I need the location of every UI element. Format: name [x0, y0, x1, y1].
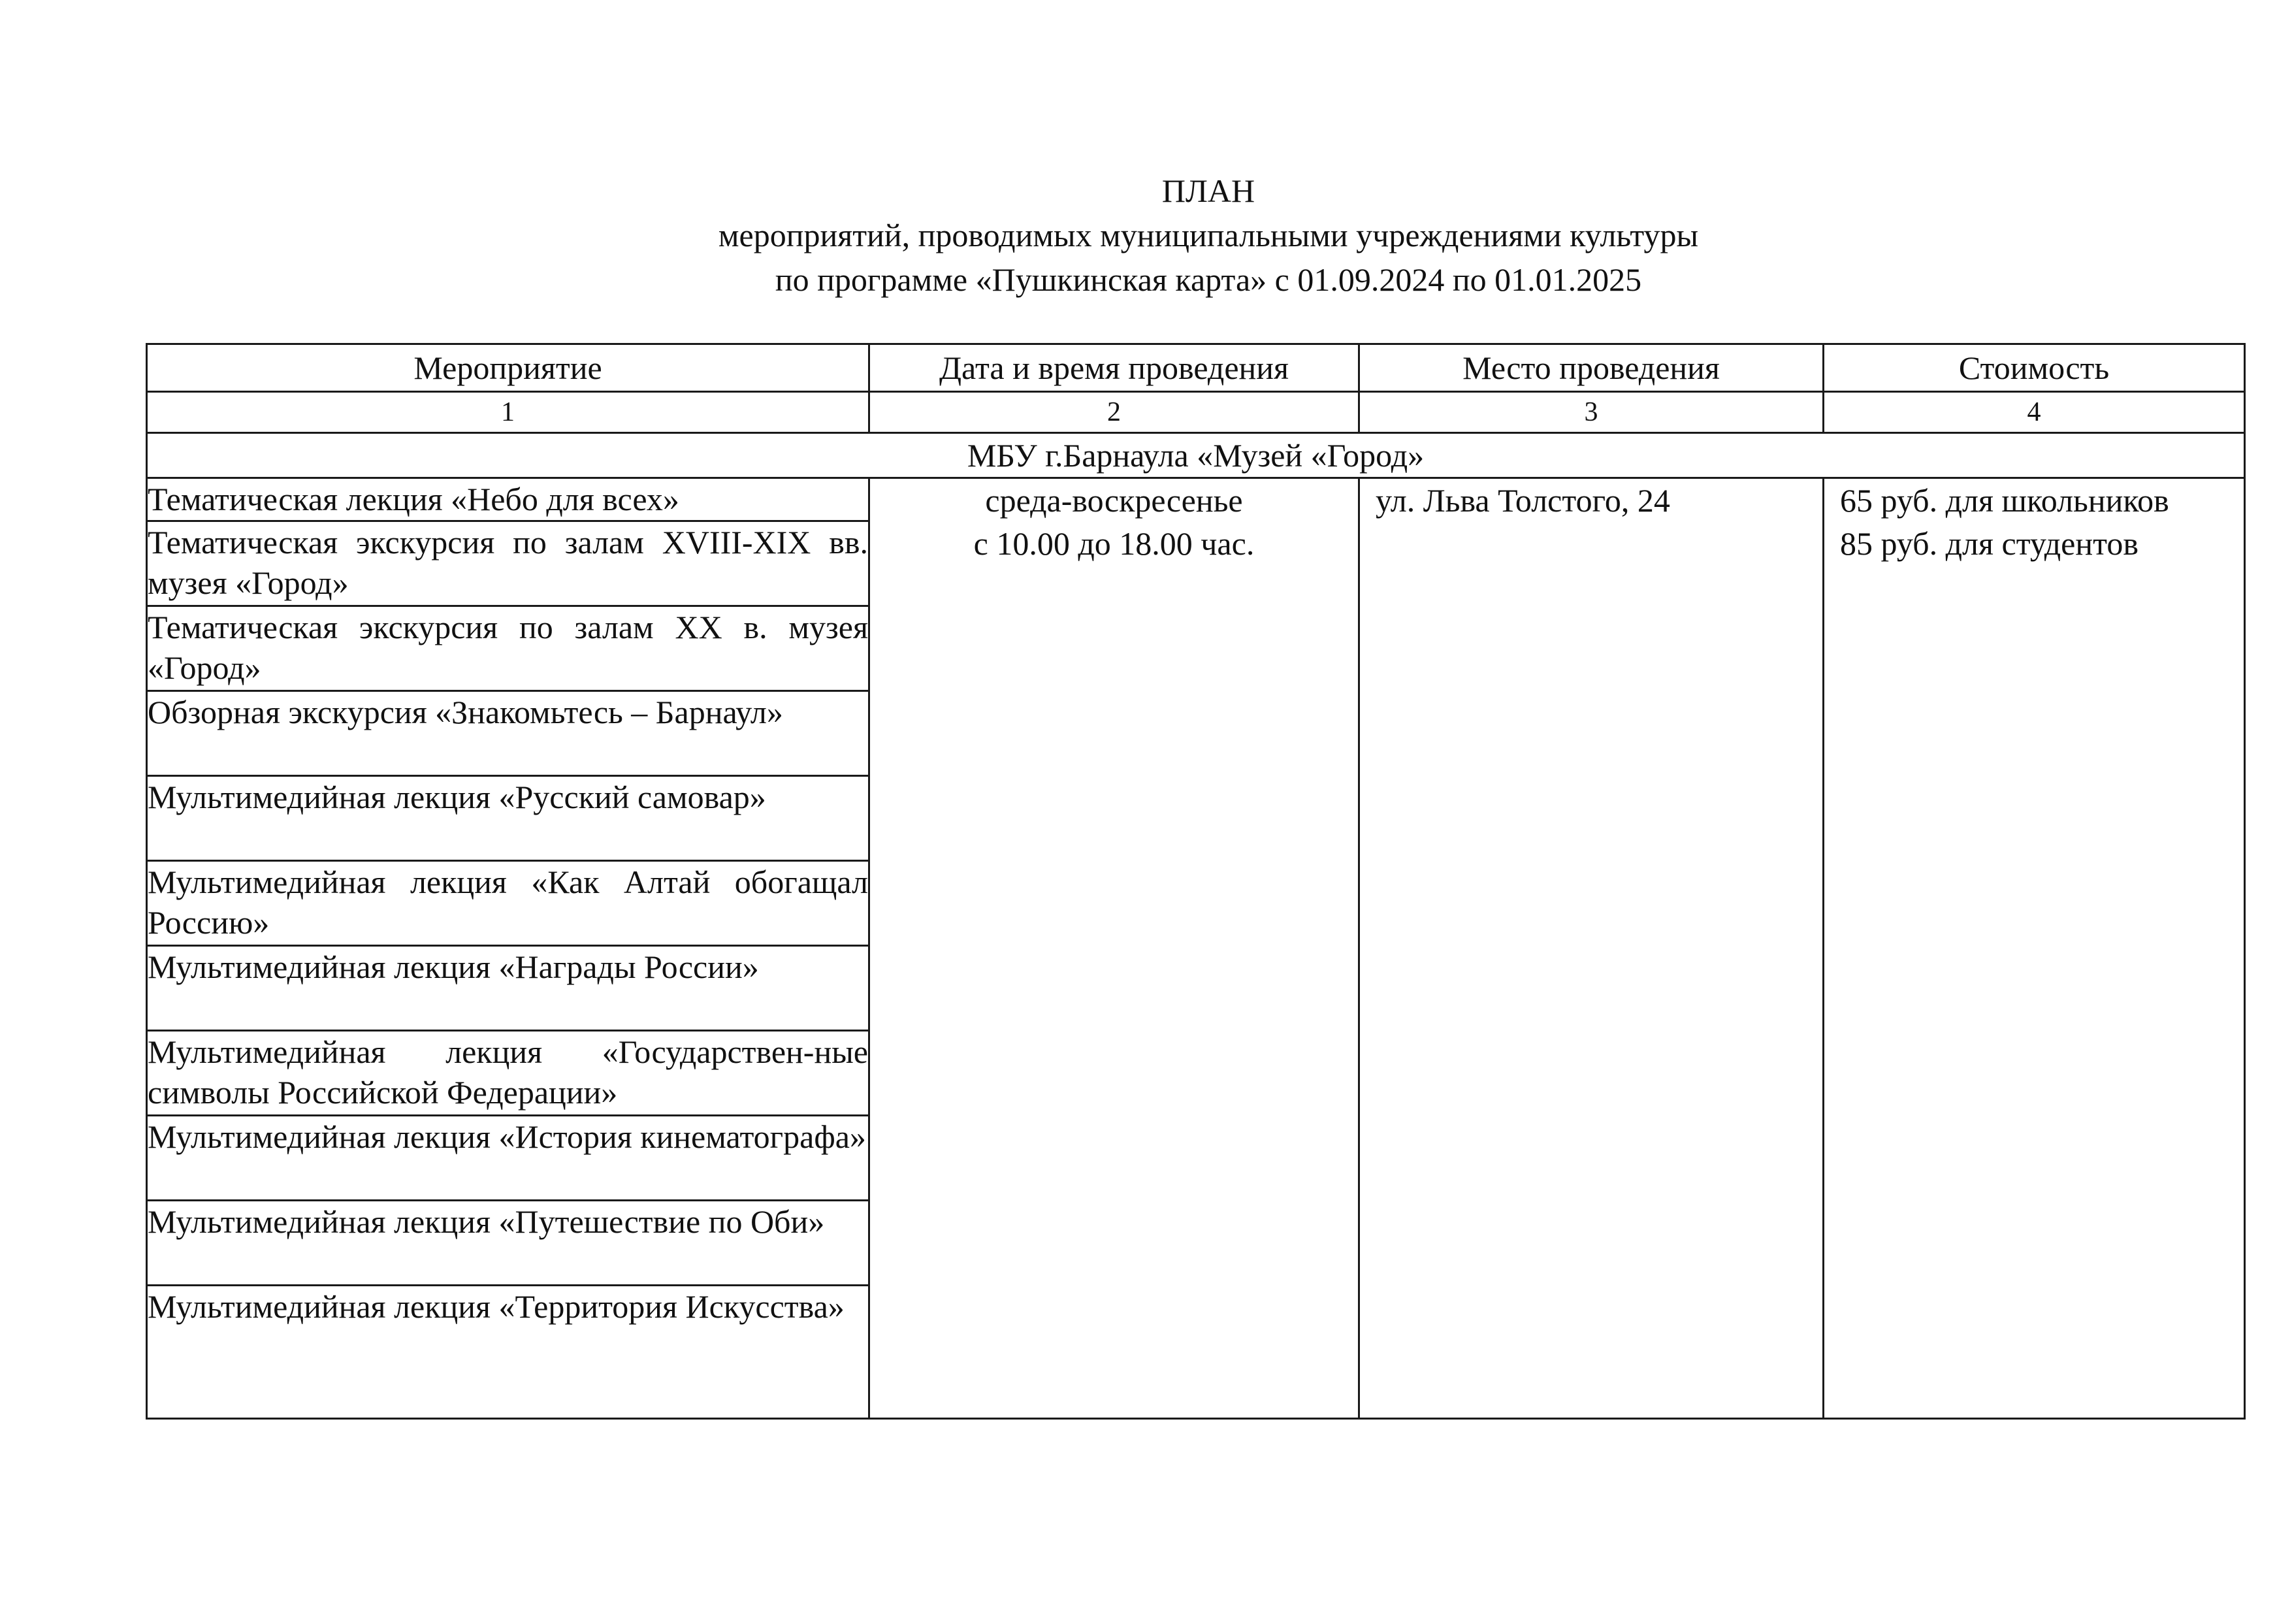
table-row	[147, 478, 2245, 521]
section-row	[147, 433, 2245, 478]
event-cell: Мультимедийная лекция «Русский самовар»	[147, 776, 869, 861]
document-heading	[0, 169, 2292, 302]
event-cell: Мультимедийная лекция «Государствен-ные символы Российской Федерации»	[147, 1031, 869, 1116]
date-hours: с 10.00 до 18.00 час.	[973, 525, 1255, 562]
event-cell: Мультимедийная лекция «Территория Искусства»	[147, 1286, 869, 1419]
column-header-cost: Стоимость	[1824, 344, 2245, 392]
column-number: 2	[869, 392, 1359, 433]
event-cell: Мультимедийная лекция «Награды России»	[147, 946, 869, 1031]
events-table	[146, 343, 2246, 1420]
event-cell: Тематическая экскурсия по залам XX в. музея «Город»	[147, 606, 869, 691]
date-cell	[869, 478, 1359, 1419]
document-subtitle-line-1: мероприятий, проводимых муниципальными учреждениями культуры	[718, 217, 1699, 253]
date-days: среда-воскресенье	[985, 482, 1243, 519]
event-cell: Мультимедийная лекция «История кинематографа»	[147, 1116, 869, 1201]
cost-cell	[1824, 478, 2245, 1419]
column-number: 3	[1359, 392, 1824, 433]
column-header-date: Дата и время проведения	[869, 344, 1359, 392]
event-cell: Мультимедийная лекция «Путешествие по Оби»	[147, 1201, 869, 1286]
section-title: МБУ г.Барнаула «Музей «Город»	[147, 433, 2245, 478]
column-number: 4	[1824, 392, 2245, 433]
place-cell: ул. Льва Толстого, 24	[1359, 478, 1824, 1419]
event-cell: Тематическая экскурсия по залам XVIII-XIX вв. музея «Город»	[147, 521, 869, 606]
cost-students: 85 руб. для студентов	[1840, 525, 2139, 562]
document-title: ПЛАН	[1161, 172, 1255, 209]
cost-schoolchildren: 65 руб. для школьников	[1840, 482, 2169, 519]
column-number-row	[147, 392, 2245, 433]
document-subtitle-line-2: по программе «Пушкинская карта» с 01.09.2024 по 01.01.2025	[775, 261, 1642, 298]
column-header-event: Мероприятие	[147, 344, 869, 392]
event-cell: Обзорная экскурсия «Знакомьтесь – Барнаул»	[147, 691, 869, 776]
event-cell: Мультимедийная лекция «Как Алтай обогащал Россию»	[147, 861, 869, 946]
event-cell: Тематическая лекция «Небо для всех»	[147, 478, 869, 521]
column-header-place: Место проведения	[1359, 344, 1824, 392]
table-header-row	[147, 344, 2245, 392]
column-number: 1	[147, 392, 869, 433]
